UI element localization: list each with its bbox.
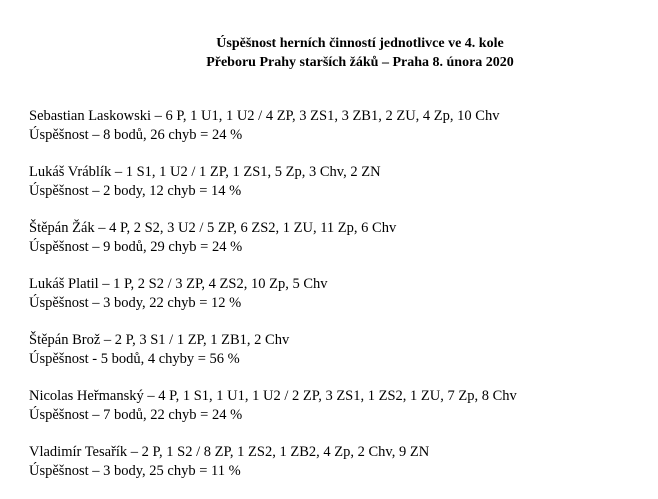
- player-entry: [29, 163, 649, 201]
- player-result: Úspěšnost – 8 bodů, 26 chyb = 24 %: [29, 127, 243, 143]
- player-result: Úspěšnost – 7 bodů, 22 chyb = 24 %: [29, 407, 243, 423]
- player-result: Úspěšnost – 2 body, 12 chyb = 14 %: [29, 183, 242, 199]
- player-result: Úspěšnost – 3 body, 25 chyb = 11 %: [29, 463, 241, 479]
- player-entry: [29, 387, 649, 425]
- title-line-2: Přeboru Prahy starších žáků – Praha 8. února 2020: [206, 55, 514, 70]
- player-stats: Štěpán Žák – 4 P, 2 S2, 3 U2 / 5 ZP, 6 ZS2, 1 ZU, 11 Zp, 6 Chv: [29, 220, 397, 236]
- title-line-1: Úspěšnost herních činností jednotlivce ve 4. kole: [216, 36, 504, 51]
- player-entry: [29, 275, 649, 313]
- player-stats: Lukáš Platil – 1 P, 2 S2 / 3 ZP, 4 ZS2, 10 Zp, 5 Chv: [29, 276, 328, 292]
- player-entry: [29, 219, 649, 257]
- player-stats: Nicolas Heřmanský – 4 P, 1 S1, 1 U1, 1 U2 / 2 ZP, 3 ZS1, 1 ZS2, 1 ZU, 7 Zp, 8 Chv: [29, 388, 517, 404]
- document-title: [150, 34, 570, 72]
- player-stats: Vladimír Tesařík – 2 P, 1 S2 / 8 ZP, 1 ZS2, 1 ZB2, 4 Zp, 2 Chv, 9 ZN: [29, 444, 430, 460]
- player-entry: [29, 107, 649, 145]
- player-entry: [29, 331, 649, 369]
- player-result: Úspěšnost - 5 bodů, 4 chyby = 56 %: [29, 351, 240, 367]
- player-result: Úspěšnost – 9 bodů, 29 chyb = 24 %: [29, 239, 243, 255]
- player-entry: [29, 443, 649, 481]
- player-stats: Sebastian Laskowski – 6 P, 1 U1, 1 U2 / 4 ZP, 3 ZS1, 3 ZB1, 2 ZU, 4 Zp, 10 Chv: [29, 108, 500, 124]
- player-result: Úspěšnost – 3 body, 22 chyb = 12 %: [29, 295, 242, 311]
- player-list: [29, 107, 649, 499]
- player-stats: Lukáš Vráblík – 1 S1, 1 U2 / 1 ZP, 1 ZS1, 5 Zp, 3 Chv, 2 ZN: [29, 164, 381, 180]
- player-stats: Štěpán Brož – 2 P, 3 S1 / 1 ZP, 1 ZB1, 2 Chv: [29, 332, 290, 348]
